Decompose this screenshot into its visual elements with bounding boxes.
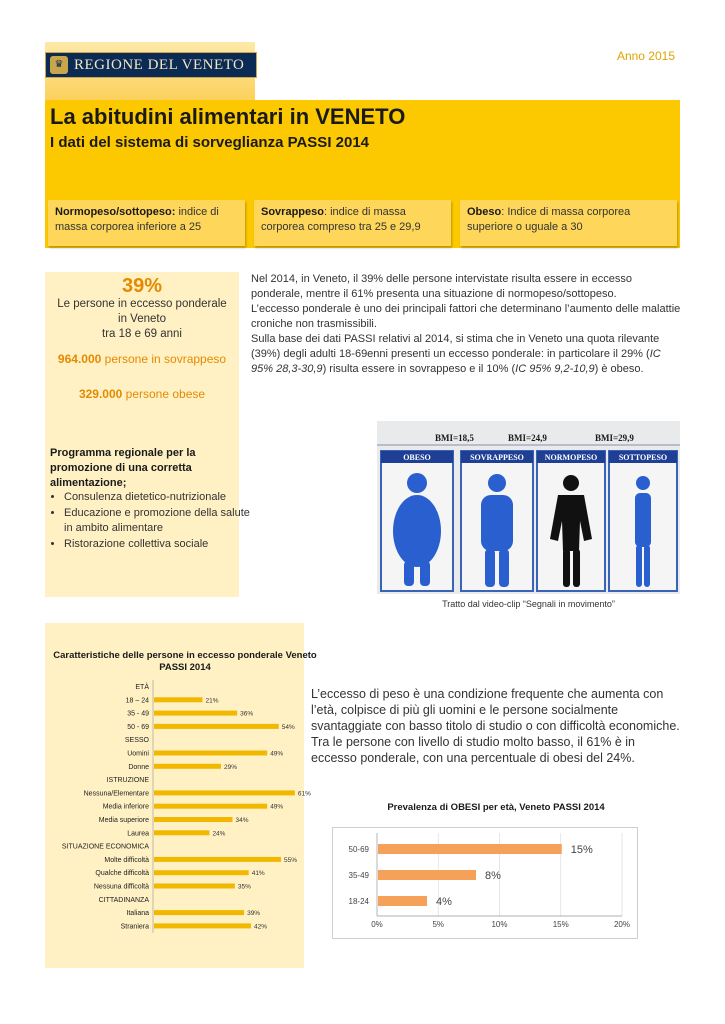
value-label: 61% (297, 790, 311, 798)
program-list (50, 490, 252, 553)
category-label: 50-69 (348, 845, 369, 854)
stat-number: 964.000 (57, 352, 102, 366)
intro-paragraph (251, 272, 681, 377)
value-label: 54% (281, 723, 295, 731)
bar (154, 884, 235, 889)
bar (378, 870, 476, 880)
paragraph-line: L’eccesso ponderale è uno dei principali fattori che determinano l’aumento delle malattie croniche non trasmissibili. (251, 303, 681, 330)
bar (154, 830, 209, 835)
category-label: 18-24 (348, 897, 369, 906)
bar (154, 857, 281, 862)
row-label: Nessuna difficoltà (93, 883, 149, 891)
summary-line: Le persone in eccesso ponderale (57, 298, 227, 310)
page-subtitle: I dati del sistema di sorveglianza PASSI 2014 (50, 134, 370, 151)
value-label: 49% (270, 750, 284, 758)
category-header: SITUAZIONE ECONOMICA (61, 843, 149, 851)
year-label: Anno 2015 (616, 49, 675, 63)
bar (154, 790, 295, 795)
bmi-figure (377, 421, 680, 594)
row-label: Molte difficoltà (104, 856, 149, 864)
summary-line: in Veneto (118, 313, 166, 325)
definition-obeso (460, 200, 677, 246)
figure-caption: Tratto dal video-clip “Segnali in movimento” (442, 599, 615, 609)
definition-sovrappeso (254, 200, 451, 246)
stat-text: persone in sovrappeso (101, 352, 227, 366)
category-header: CITTADINANZA (98, 896, 149, 904)
stat-text: persone obese (122, 387, 206, 401)
value-label: 41% (251, 870, 265, 878)
bar (154, 764, 221, 769)
characteristics-chart-title: Caratteristiche delle persone in eccesso ponderale Veneto PASSI 2014 (53, 650, 317, 673)
category-header: SESSO (124, 737, 149, 745)
stat-obese (45, 387, 239, 401)
summary-description (45, 297, 239, 342)
program-title: Programma regionale per la promozione di una corretta alimentazione; (50, 447, 196, 489)
row-label: Donne (128, 763, 149, 771)
paragraph-line: Nel 2014, in Veneto, il 39% delle persone intervistate risulta essere in eccesso ponderale, mentre il 61% presenta una situazione di normopeso/sottopeso. (251, 273, 632, 300)
page-title: La abitudini alimentari in VENETO (50, 104, 406, 129)
bmi-threshold: BMI=29,9 (595, 433, 634, 443)
stat-sovrappeso (45, 352, 239, 366)
obesity-chart-title: Prevalenza di OBESI per età, Veneto PASSI 2014 (387, 802, 605, 813)
row-label: Media inferiore (102, 803, 149, 811)
bar (378, 844, 562, 854)
row-label: Uomini (127, 750, 149, 758)
category-header: ISTRUZIONE (106, 777, 149, 785)
row-label: Straniera (120, 923, 149, 931)
row-label: 50 - 69 (127, 723, 149, 731)
definition-term: Normopeso/sottopeso: (55, 206, 176, 218)
confidence-interval: IC 95% 9,2-10,9 (515, 363, 595, 375)
definition-term: Obeso (467, 206, 502, 218)
row-label: Nessuna/Elementare (83, 790, 149, 798)
value-label: 8% (485, 870, 501, 882)
bmi-threshold: BMI=18,5 (435, 433, 474, 443)
x-tick-label: 0% (371, 920, 383, 929)
category-label: 35-49 (348, 871, 369, 880)
svg-text:BMI=18,5 (435, 433, 474, 443)
value-label: 24% (212, 830, 226, 838)
definition-text: : indice di massa corporea compreso tra 25 e 29,9 (261, 206, 421, 233)
regione-logo (45, 52, 257, 78)
bar (154, 804, 267, 809)
text-span: ) è obeso. (594, 363, 644, 375)
text-span: Sulla base dei dati PASSI relativi al 2014, si stima che in Veneto una quota rilevante (39%) degli adulti 18-69enni presenti un eccesso ponderale: in particolare il 29% ( (251, 333, 660, 360)
logo-text: REGIONE DEL VENETO (74, 56, 245, 73)
characteristics-chart (45, 678, 311, 940)
label-sottopeso: SOTTOPESO (618, 453, 668, 462)
value-label: 21% (205, 697, 219, 705)
definition-text: : Indice di massa corporea superiore o uguale a 30 (467, 206, 631, 233)
paragraph-line (251, 332, 681, 377)
value-label: 49% (270, 803, 284, 811)
list-item: • Educazione e promozione della salute in ambito alimentare (64, 506, 252, 536)
stat-number: 329.000 (78, 387, 123, 401)
label-normopeso: NORMOPESO (544, 453, 598, 462)
svg-text:BMI=24,9 (508, 433, 547, 443)
summary-percent: 39% (121, 275, 163, 297)
bar (154, 923, 251, 928)
value-label: 4% (436, 896, 452, 908)
row-label: 35 - 49 (127, 710, 149, 718)
row-label: Italiana (126, 910, 149, 918)
value-label: 55% (284, 856, 298, 864)
text-span: ) risulta essere in sovrappeso e il 10% ( (322, 363, 516, 375)
bar (154, 817, 233, 822)
bar (378, 896, 427, 906)
row-label: 18 – 24 (125, 697, 149, 705)
bar (154, 870, 249, 875)
row-label: Qualche difficoltà (95, 870, 149, 878)
obesity-chart (332, 827, 636, 939)
bar (154, 724, 279, 729)
bmi-threshold-labels (435, 433, 634, 443)
list-item: • Ristorazione collettiva sociale (64, 537, 252, 552)
x-tick-label: 10% (491, 920, 508, 929)
x-tick-label: 15% (552, 920, 569, 929)
confidence-interval: IC 95% 28,3-30,9 (251, 348, 661, 375)
value-label: 34% (235, 817, 249, 824)
value-label: 35% (237, 883, 251, 891)
category-header: ETÀ (135, 684, 149, 691)
value-label: 42% (254, 923, 268, 931)
definition-text: indice di massa corporea inferiore a 25 (55, 206, 219, 233)
label-obeso: OBESO (403, 453, 431, 462)
bmi-labels (381, 451, 677, 463)
bar (154, 751, 267, 756)
row-label: Media superiore (98, 817, 149, 824)
summary-line: tra 18 e 69 anni (102, 328, 182, 340)
bar (154, 711, 237, 716)
value-label: 36% (240, 710, 254, 718)
value-label: 15% (570, 844, 593, 856)
x-tick-label: 5% (432, 920, 445, 929)
list-item: • Consulenza dietetico-nutrizionale (64, 490, 252, 505)
body-paragraph: L’eccesso di peso è una condizione frequente che aumenta con l’età, colpisce di più gli uomini e le persone socialmente svantaggiate con basso titolo di studio o con difficoltà economiche. Tra le persone con livello di studio molto basso, il 61% è in eccesso ponderale, con una percentuale di obesi del 24%. (311, 687, 680, 765)
lion-emblem-icon: ♛ (50, 56, 68, 74)
value-label: 29% (223, 763, 238, 771)
bar (154, 697, 203, 702)
x-tick-label: 20% (613, 920, 631, 929)
bmi-threshold: BMI=24,9 (508, 433, 547, 443)
definition-term: Sovrappeso (261, 206, 324, 218)
definition-normopeso (48, 200, 245, 246)
label-sovrappeso: SOVRAPPESO (470, 453, 524, 462)
svg-text:BMI=29,9 (595, 433, 634, 443)
row-label: Laurea (127, 830, 149, 838)
value-label: 39% (247, 910, 261, 918)
bar (154, 910, 244, 915)
